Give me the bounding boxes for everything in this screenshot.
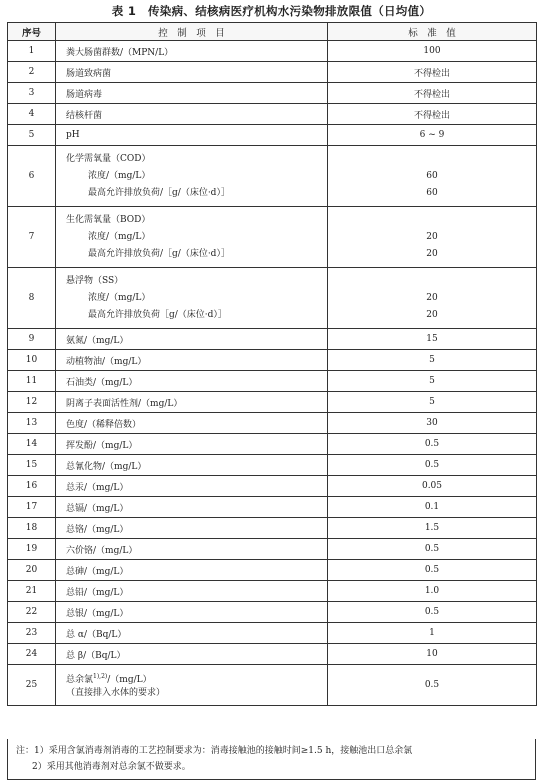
row-subitem: 最高允许排放负荷/［g/（床位·d）］: [88, 248, 230, 259]
row-subitem: 浓度/（mg/L）: [88, 231, 151, 242]
row-number: 3: [8, 83, 56, 104]
row-item: 总铅/（mg/L）: [56, 581, 328, 602]
row-item: 总汞/（mg/L）: [56, 476, 328, 497]
row-number: 25: [8, 665, 56, 706]
row-number: 12: [8, 392, 56, 413]
row-item: 氨氮/（mg/L）: [56, 329, 328, 350]
row-number: 4: [8, 104, 56, 125]
row-item: 总 β/（Bq/L）: [56, 644, 328, 665]
row-subvalue: 20: [426, 292, 438, 303]
row-subvalue: 20: [426, 231, 438, 242]
row-value: 6 ~ 9: [328, 125, 537, 146]
row-item: 总铬/（mg/L）: [56, 518, 328, 539]
table-row: [8, 413, 537, 434]
row-subitem: 最高允许排放负荷［g/（床位·d）］: [88, 309, 227, 320]
row-item: [56, 268, 328, 329]
table-row: [8, 62, 537, 83]
table-row: [8, 581, 537, 602]
row-number: 1: [8, 41, 56, 62]
table-row: [8, 560, 537, 581]
row-number: 9: [8, 329, 56, 350]
row-value: [328, 146, 537, 207]
table-row: [8, 497, 537, 518]
row-value: 30: [328, 413, 537, 434]
row-value: 10: [328, 644, 537, 665]
row-number: 5: [8, 125, 56, 146]
table-row: [8, 146, 537, 207]
table-row: [8, 371, 537, 392]
footnote-ref: 1),2): [93, 673, 108, 680]
row-number: 22: [8, 602, 56, 623]
row-value: 5: [328, 350, 537, 371]
row-subvalue: 60: [426, 187, 438, 198]
row-subvalue: 20: [426, 309, 438, 320]
row-number: 7: [8, 207, 56, 268]
row-number: 18: [8, 518, 56, 539]
row-number: 16: [8, 476, 56, 497]
row-number: 11: [8, 371, 56, 392]
row-subvalue: 60: [426, 170, 438, 181]
row-value: 1.0: [328, 581, 537, 602]
row-number: 15: [8, 455, 56, 476]
table-row: [8, 104, 537, 125]
row-item: pH: [56, 125, 328, 146]
row-item: 阴离子表面活性剂/（mg/L）: [56, 392, 328, 413]
row-value: 0.5: [328, 455, 537, 476]
row-number: 14: [8, 434, 56, 455]
row-value: [328, 207, 537, 268]
table-notes: [7, 739, 536, 780]
row-value: 0.5: [328, 665, 537, 706]
row-subitem: 最高允许排放负荷/［g/（床位·d）］: [88, 187, 230, 198]
table-header-row: [8, 23, 537, 41]
row-number: 21: [8, 581, 56, 602]
row-item: [56, 665, 328, 706]
table-row: [8, 644, 537, 665]
row-number: 19: [8, 539, 56, 560]
row-item: 挥发酚/（mg/L）: [56, 434, 328, 455]
emission-limits-table: [7, 22, 537, 706]
row-subvalue: 20: [426, 248, 438, 259]
row-item: 总氰化物/（mg/L）: [56, 455, 328, 476]
table-row: [8, 329, 537, 350]
row-value: 15: [328, 329, 537, 350]
row-subitem: 浓度/（mg/L）: [88, 292, 151, 303]
table-body: [8, 41, 537, 706]
row-item: [56, 146, 328, 207]
row-item: 总银/（mg/L）: [56, 602, 328, 623]
table-row: [8, 539, 537, 560]
table-row: [8, 665, 537, 706]
table-row: [8, 268, 537, 329]
table-row: [8, 41, 537, 62]
row-item: 总 α/（Bq/L）: [56, 623, 328, 644]
row-item: 肠道病毒: [56, 83, 328, 104]
row-item-title: 悬浮物（SS）: [66, 275, 124, 286]
row-value: [328, 268, 537, 329]
row-value: 不得检出: [328, 83, 537, 104]
table-row: [8, 455, 537, 476]
row-number: 6: [8, 146, 56, 207]
row-item: 动植物油/（mg/L）: [56, 350, 328, 371]
row-number: 2: [8, 62, 56, 83]
row-value: 5: [328, 371, 537, 392]
table-row: [8, 623, 537, 644]
table-row: [8, 83, 537, 104]
row-value: 不得检出: [328, 104, 537, 125]
row-subitem: （直接排入水体的要求）: [66, 688, 166, 698]
table-row: [8, 392, 537, 413]
row-number: 20: [8, 560, 56, 581]
row-item: 结核杆菌: [56, 104, 328, 125]
row-item: 总砷/（mg/L）: [56, 560, 328, 581]
row-value: 100: [328, 41, 537, 62]
header-value: 标 准 值: [328, 23, 537, 41]
row-item-title: 化学需氧量（COD）: [66, 153, 151, 164]
row-value: 0.5: [328, 560, 537, 581]
header-no: 序号: [8, 23, 56, 41]
table-row: [8, 476, 537, 497]
row-item: 总镉/（mg/L）: [56, 497, 328, 518]
note-2: 2）采用其他消毒剂对总余氯不做要求。: [32, 762, 191, 772]
row-value: 0.05: [328, 476, 537, 497]
header-item: 控 制 项 目: [56, 23, 328, 41]
row-number: 10: [8, 350, 56, 371]
table-row: [8, 350, 537, 371]
table-row: [8, 125, 537, 146]
row-number: 24: [8, 644, 56, 665]
row-item: [56, 207, 328, 268]
table-caption: 表 1 传染病、结核病医疗机构水污染物排放限值（日均值）: [111, 4, 432, 18]
table-row: [8, 207, 537, 268]
row-number: 23: [8, 623, 56, 644]
row-number: 8: [8, 268, 56, 329]
row-item: 石油类/（mg/L）: [56, 371, 328, 392]
table-row: [8, 518, 537, 539]
table-row: [8, 602, 537, 623]
row-item: 六价铬/（mg/L）: [56, 539, 328, 560]
row-value: 5: [328, 392, 537, 413]
row-value: 1.5: [328, 518, 537, 539]
row-item-title: 生化需氧量（BOD）: [66, 214, 151, 225]
row-subitem: 浓度/（mg/L）: [88, 170, 151, 181]
row-value: 0.5: [328, 602, 537, 623]
row-number: 17: [8, 497, 56, 518]
row-item: 粪大肠菌群数/（MPN/L）: [56, 41, 328, 62]
row-value: 0.5: [328, 434, 537, 455]
row-value: 0.5: [328, 539, 537, 560]
note-1: 注：1）采用含氯消毒剂消毒的工艺控制要求为：消毒接触池的接触时间≥1.5 h，接触池出口总余氯: [16, 746, 413, 756]
row-value: 1: [328, 623, 537, 644]
table-row: [8, 434, 537, 455]
row-value: 不得检出: [328, 62, 537, 83]
row-value: 0.1: [328, 497, 537, 518]
row-item: 肠道致病菌: [56, 62, 328, 83]
row-item-title: 总余氯$^{1),2)}$/（mg/L）: [66, 673, 152, 685]
row-item: 色度/（稀释倍数）: [56, 413, 328, 434]
row-number: 13: [8, 413, 56, 434]
